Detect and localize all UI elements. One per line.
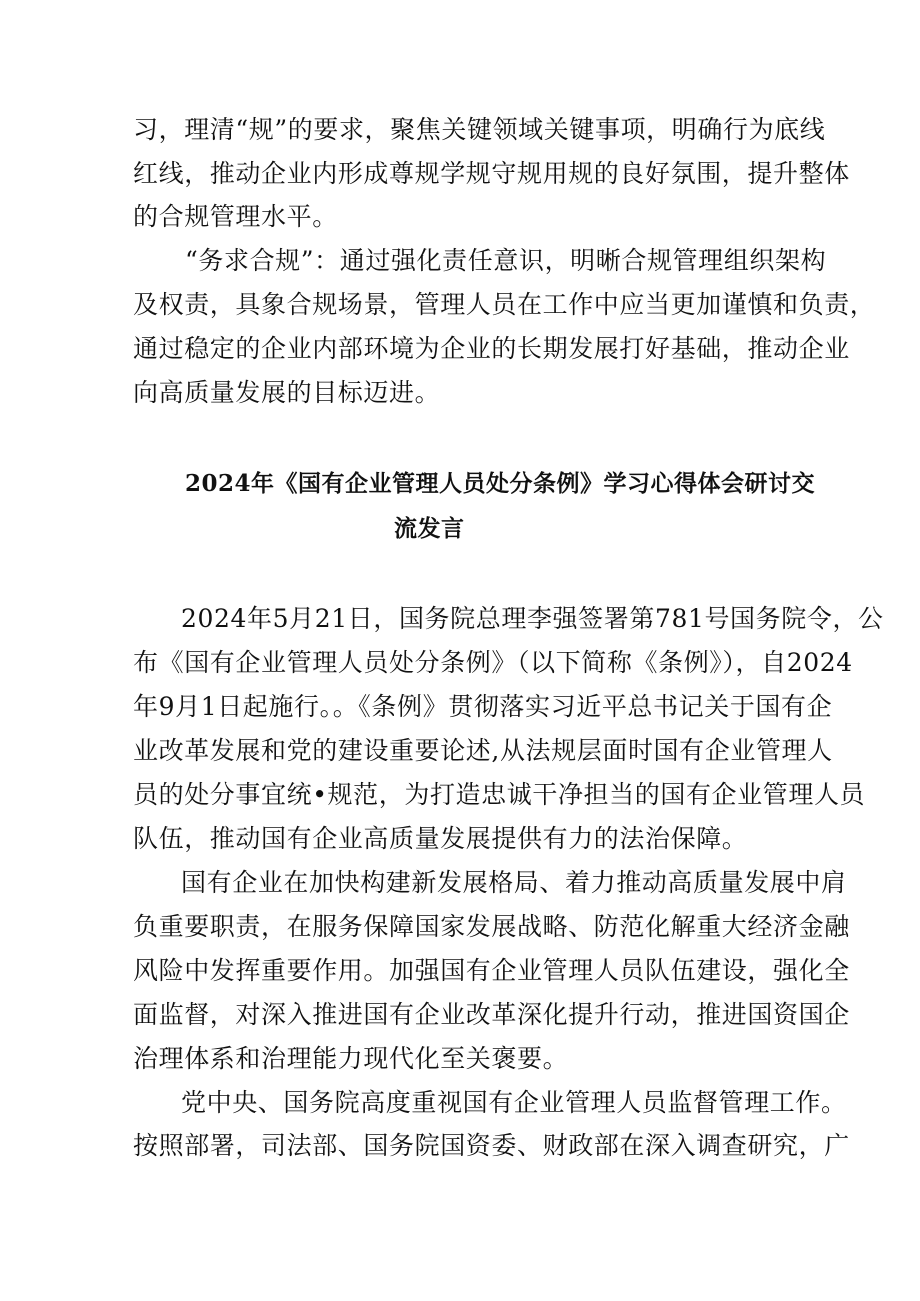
paragraph-line: 业改革发展和党的建设重要论述,从法规层面时国有企业管理人 xyxy=(133,736,833,765)
paragraph-line: 年9月1日起施行。。《条例》贯彻落实习近平总书记关于国有企 xyxy=(133,692,833,721)
paragraph-line: 风险中发挥重要作用。加强国有企业管理人员队伍建设，强化全 xyxy=(133,956,850,985)
paragraph-line: 习，理清“规”的要求，聚焦关键领域关键事项，明确行为底线 xyxy=(133,115,826,144)
paragraph-line: 及权责，具象合规场景，管理人员在工作中应当更加谨慎和负责， xyxy=(133,290,876,319)
document-title: 2024年《国有企业管理人员处分条例》学习心得体会研讨交 xyxy=(185,470,816,497)
paragraph-line: 国有企业在加快构建新发展格局、着力推动高质量发展中肩 xyxy=(181,868,847,897)
paragraph-line: 向高质量发展的目标迈进。 xyxy=(133,378,441,407)
paragraph-line: 党中央、国务院高度重视国有企业管理人员监督管理工作。 xyxy=(181,1088,847,1117)
document-title-continued: 流发言 xyxy=(394,515,465,542)
paragraph-line: “务求合规”：通过强化责任意识，明晰合规管理组织架构 xyxy=(185,246,827,275)
paragraph-line: 红线，推动企业内形成尊规学规守规用规的良好氛围，提升整体 xyxy=(133,159,850,188)
paragraph-line: 负重要职责，在服务保障国家发展战略、防范化解重大经济金融 xyxy=(133,912,850,941)
paragraph-line: 治理体系和治理能力现代化至关褒要。 xyxy=(133,1044,569,1073)
paragraph-line: 按照部署，司法部、国务院国资委、财政部在深入调查研究，广 xyxy=(133,1131,850,1160)
paragraph-line: 员的处分事宜统•规范，为打造忠诚干净担当的国有企业管理人员 xyxy=(133,780,866,809)
paragraph-line: 的合规管理水平。 xyxy=(133,202,338,231)
paragraph-line: 通过稳定的企业内部环境为企业的长期发展打好基础，推动企业 xyxy=(133,334,850,363)
paragraph-line: 2024年5月21日，国务院总理李强签署第781号国务院令，公 xyxy=(181,604,884,633)
paragraph-line: 队伍，推动国有企业高质量发展提供有力的法治保障。 xyxy=(133,824,748,853)
paragraph-line: 布《国有企业管理人员处分条例》（以下简称《条例》），自2024 xyxy=(133,648,853,677)
paragraph-line: 面监督，对深入推进国有企业改革深化提升行动，推进国资国企 xyxy=(133,1000,850,1029)
